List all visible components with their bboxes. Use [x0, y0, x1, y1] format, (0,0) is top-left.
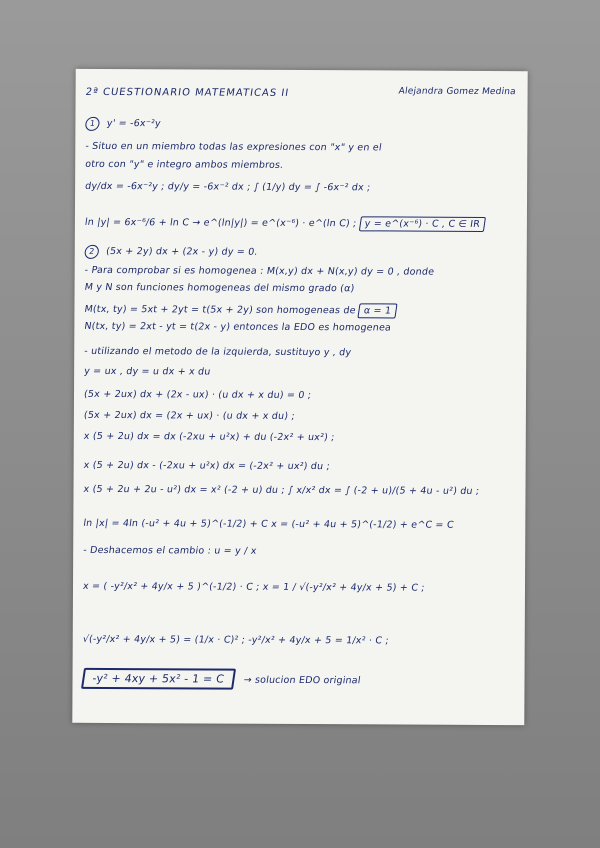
exercise-1-statement: [84, 117, 520, 133]
boxed-final-result: -y² + 4xy + 5x² - 1 = C: [81, 668, 236, 690]
explanation-line: - Deshacemos el cambio : u = y / x: [82, 544, 258, 557]
exercise-equation: (5x + 2y) dx + (2x - y) dy = 0.: [105, 245, 259, 258]
explanation-line: - Para comprobar si es homogenea : M(x,y) dx + N(x,y) dy = 0 , donde: [83, 264, 435, 278]
math-line: ln |x| = 4ln (-u² + 4u + 5)^(-1/2) + C x = (-u² + 4u + 5)^(-1/2) + e^C = C: [82, 517, 455, 531]
exercise-2-statement: [84, 245, 520, 261]
explanation-line: otro con "y" e integro ambos miembros.: [84, 158, 285, 171]
handwritten-page: [72, 69, 527, 725]
exercise-number: 1: [84, 117, 100, 131]
math-step: N(tx, ty) = 2xt - yt = t(2x - y): [83, 320, 231, 333]
note-text: entonces la EDO es homogenea: [232, 321, 392, 334]
math-line: (5x + 2ux) dx + (2x - ux) · (u dx + x du) = 0 ;: [83, 388, 312, 402]
exercise-number: 2: [84, 245, 100, 259]
math-line: (5x + 2ux) dx = (2x + ux) · (u dx + x du) ;: [83, 409, 296, 422]
math-line: x (5 + 2u) dx - (-2xu + u²x) dx = (-2x² + ux²) du ;: [82, 459, 331, 473]
math-line: y = ux , dy = u dx + x du: [83, 365, 212, 378]
author-name: Alejandra Gomez Medina: [397, 86, 517, 98]
boxed-degree: α = 1: [358, 303, 397, 318]
math-line: x (5 + 2u) dx = dx (-2xu + u²x) + du (-2x² + ux²) ;: [82, 430, 336, 444]
boxed-result: y = e^(x⁻⁶) · C , C ∈ IR: [359, 216, 486, 232]
exercise-equation: y' = -6x⁻²y: [105, 117, 162, 130]
math-step: M(tx, ty) = 5xt + 2yt = t(5x + 2y): [83, 303, 254, 316]
math-line: √(-y²/x² + 4y/x + 5) = (1/x · C)² ; -y²/x² + 4y/x + 5 = 1/x² · C ;: [81, 633, 390, 647]
explanation-line: - utilizando el metodo de la izquierda, sustituyo y , dy: [83, 345, 353, 359]
note-text: son homogeneas de: [255, 304, 357, 317]
final-result-line: [82, 672, 518, 687]
math-line: [84, 321, 520, 334]
math-line: x = ( -y²/x² + 4y/x + 5 )^(-1/2) · C ; x = 1 / √(-y²/x² + 4y/x + 5) + C ;: [82, 580, 426, 594]
math-line: [84, 217, 520, 230]
math-line: x (5 + 2u + 2u - u²) dx = x² (-2 + u) du ; ∫ x/x² dx = ∫ (-2 + u)/(5 + 4u - u²) du ;: [82, 483, 481, 497]
math-line: dy/dx = -6x⁻²y ; dy/y = -6x⁻² dx ; ∫ (1/y) dy = ∫ -6x⁻² dx ;: [84, 180, 372, 194]
math-line: [84, 304, 520, 317]
explanation-line: - Situo en un miembro todas las expresiones con "x" y en el: [84, 140, 383, 154]
math-step: ln |y| = 6x⁻⁶/6 + ln C → e^(ln|y|) = e^(x⁻⁶) · e^(ln C) ;: [84, 216, 358, 230]
page-title: 2ª CUESTIONARIO MATEMATICAS II: [84, 86, 290, 99]
final-note: → solucion EDO original: [242, 674, 362, 687]
explanation-line: M y N son funciones homogeneas del mismo grado (α): [83, 281, 356, 295]
